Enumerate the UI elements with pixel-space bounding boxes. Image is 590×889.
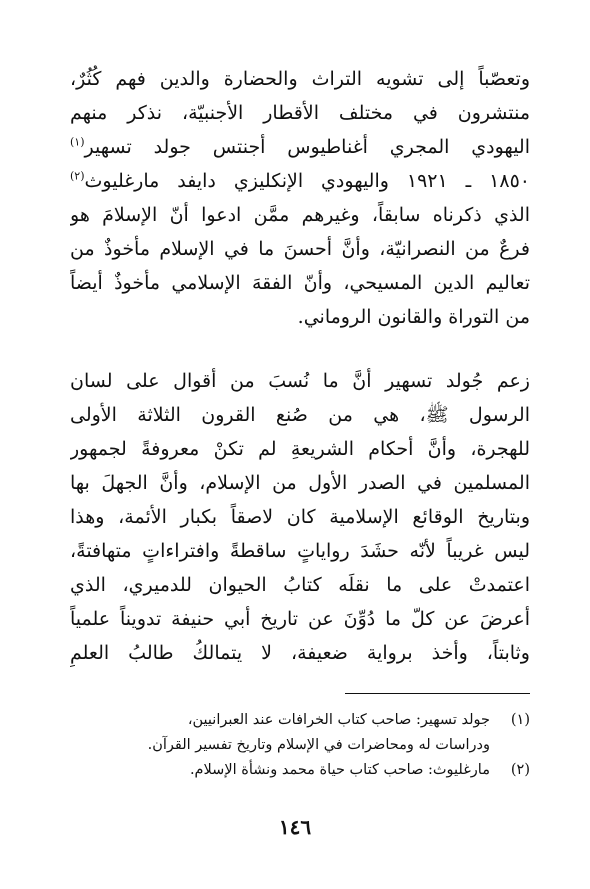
paragraph-1-line-5: الذي ذكرناه سابقاً، وغيرهم ممَّن ادعوا أنّ الإسلامَ هو [70,204,530,226]
page-number: ١٤٦ [278,815,312,839]
paragraph-1-line-7: تعاليم الدين المسيحي، وأنّ الفقهَ الإسلامي مأخوذٌ أيضاً [70,272,530,294]
paragraph-1-line-3 [70,130,530,164]
paragraph-1-line-4 [70,164,530,198]
paragraph-2-line-7: اعتمدتْ على ما نقلَه كتابُ الحيوان للدميري، الذي [70,574,530,596]
paragraph-2-line-2: الرسول ﷺ، هي من صُنع القرون الثلاثة الأولى [70,404,530,426]
paragraph-1 [70,62,530,334]
footnote-reference-1: (١) [70,135,85,149]
paragraph-1-line-2: منتشرون في مختلف الأقطار الأجنبيّة، نذكر منهم [70,102,530,124]
paragraph-1-line-4-text: ١٨٥٠ ـ ١٩٢١ واليهودي الإنكليزي دايفد مارغليوث [84,170,530,192]
paragraph-2 [70,364,530,670]
footnote-1-text-line-2: ودراسات له ومحاضرات في الإسلام وتاريخ تفسير القرآن. [147,737,490,753]
paragraph-1-line-6: فرعٌ من النصرانيّة، وأنَّ أحسنَ ما في الإسلام مأخوذٌ من [70,238,530,260]
paragraph-2-line-6: ليس غريباً لأنّه حشَدَ رواياتٍ ساقطةً وافتراءاتٍ متهافتةً، [70,540,530,562]
footnote-1 [70,708,530,733]
footnote-1-continuation [70,733,530,758]
footnote-separator [345,693,530,694]
paragraph-1-line-1: وتعصّباً إلى تشويه التراث والحضارة والدين فهم كُثُرٌ، [70,68,530,90]
paragraph-1-line-8: من التوراة والقانون الروماني. [297,306,530,328]
paragraph-2-line-5: وبتاريخ الوقائع الإسلامية كان لاصقاً بكبار الأئمة، وهذا [70,506,530,528]
paragraph-1-line-3-text: اليهودي المجري أغناطيوس أجنتس جولد تسهير [84,136,530,158]
paragraph-2-line-3: للهجرة، وأنَّ أحكام الشريعةِ لم تكنْ معروفةً لجمهور [70,438,530,460]
footnotes [70,708,530,783]
footnote-1-indent [490,733,530,758]
footnote-2 [70,758,530,783]
paragraph-2-line-9: وثابتاً، وأخذ برواية ضعيفة، لا يتمالكُ طالبُ العلمِ [70,642,530,664]
footnote-2-number: (٢) [510,762,530,778]
paragraph-2-line-4: المسلمين في الصدر الأول من الإسلام، وأنَّ الجهلَ بها [70,472,530,494]
footnote-1-number: (١) [510,712,530,728]
paragraph-2-line-8: أعرضَ عن كلّ ما دُوِّنَ عن تاريخ أبي حنيفة تدويناً علمياً [70,608,530,630]
footnote-reference-2: (٢) [70,169,85,183]
paragraph-2-line-1: زعم جُولد تسهير أنَّ ما نُسبَ من أقوال على لسان [70,370,530,392]
footnote-2-text-line-1: مارغليوث: صاحب كتاب حياة محمد ونشأة الإسلام. [189,762,490,778]
footnote-1-text-line-1: جولد تسهير: صاحب كتاب الخرافات عند العبرانيين، [187,712,490,728]
